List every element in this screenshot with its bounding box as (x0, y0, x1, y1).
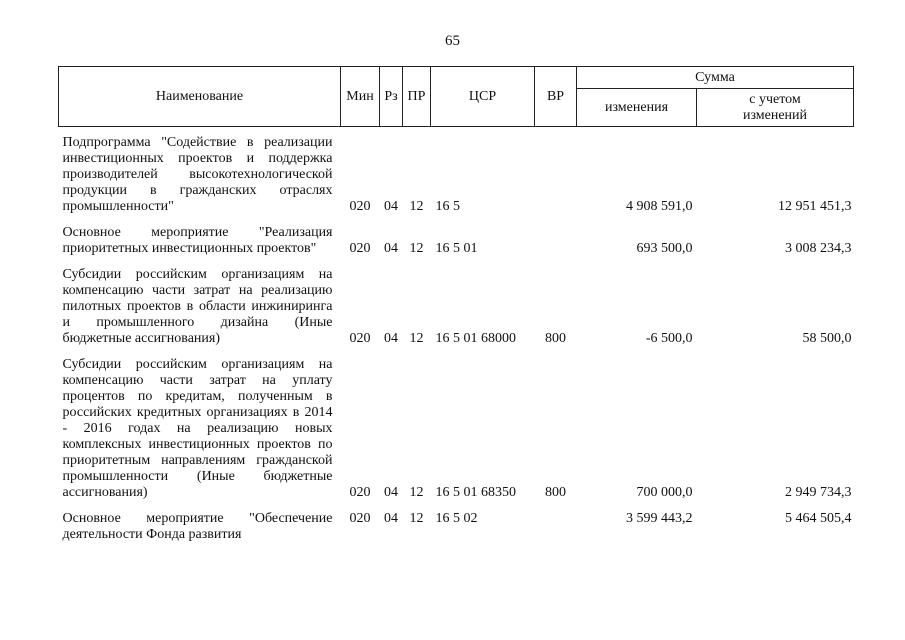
row-pr: 12 (409, 331, 424, 346)
row-change: 693 500,0 (636, 241, 693, 256)
header-rz: Рз (380, 67, 403, 127)
row-min: 020 (349, 331, 371, 346)
row-vr (535, 217, 577, 259)
header-izmeneniya: изменения (577, 89, 697, 127)
table-row (59, 217, 854, 259)
row-total: 3 008 234,3 (785, 241, 852, 256)
header-summa: Сумма (577, 67, 854, 89)
header-pr: ПР (403, 67, 431, 127)
row-pr: 12 (409, 241, 424, 256)
row-vr: 800 (545, 485, 566, 500)
row-name: Основное мероприятие "Обеспечение деятельности Фонда развития (62, 511, 333, 542)
row-csr: 16 5 02 (435, 511, 478, 526)
row-change: 700 000,0 (636, 485, 693, 500)
row-vr (535, 503, 577, 545)
row-rz: 04 (384, 331, 398, 346)
row-csr: 16 5 01 68350 (435, 485, 516, 500)
row-csr: 16 5 01 (435, 241, 478, 256)
header-csr: ЦСР (431, 67, 535, 127)
row-change: 4 908 591,0 (626, 199, 693, 214)
row-rz: 04 (384, 511, 398, 526)
row-min: 020 (349, 485, 371, 500)
row-change: -6 500,0 (645, 331, 693, 346)
header-min: Мин (341, 67, 380, 127)
row-vr (535, 127, 577, 218)
row-name: Основное мероприятие "Реализация приоритетных инвестиционных проектов" (62, 225, 333, 256)
row-total: 58 500,0 (802, 331, 852, 346)
row-name: Субсидии российским организациям на компенсацию части затрат на реализацию пилотных проектов в области инжиниринга и промышленного дизайна (Иные бюджетные ассигнования) (62, 267, 333, 346)
row-vr: 800 (545, 331, 566, 346)
header-vr: ВР (535, 67, 577, 127)
row-rz: 04 (384, 241, 398, 256)
row-pr: 12 (409, 199, 424, 214)
table-row (59, 127, 854, 218)
row-total: 2 949 734,3 (785, 485, 852, 500)
row-csr: 16 5 (435, 199, 460, 214)
row-pr: 12 (409, 511, 424, 526)
table-row (59, 503, 854, 545)
row-change: 3 599 443,2 (626, 511, 693, 526)
header-s-uchetom: с учетом изменений (697, 89, 854, 127)
row-min: 020 (349, 511, 371, 526)
row-name: Субсидии российским организациям на компенсацию части затрат на уплату процентов по кредитам, полученным в российских кредитных организациях в 2014 - 2016 годах на реализацию новых комплексных инвестиционных проектов по приоритетным направлениям гражданской промышленности (Иные бюджетные ассигнования) (62, 357, 333, 500)
page-number: 65 (445, 33, 460, 49)
row-total: 12 951 451,3 (778, 199, 852, 214)
budget-table (58, 66, 854, 545)
table-row (59, 259, 854, 349)
row-name: Подпрограмма "Содействие в реализации инвестиционных проектов и поддержка производителей высокотехнологической продукции в гражданских отраслях промышленности" (62, 135, 333, 214)
row-rz: 04 (384, 485, 398, 500)
row-min: 020 (349, 241, 371, 256)
table-row (59, 349, 854, 503)
header-name: Наименование (59, 67, 341, 127)
row-rz: 04 (384, 199, 398, 214)
row-pr: 12 (409, 485, 424, 500)
row-csr: 16 5 01 68000 (435, 331, 516, 346)
row-total: 5 464 505,4 (785, 511, 852, 526)
row-min: 020 (349, 199, 371, 214)
